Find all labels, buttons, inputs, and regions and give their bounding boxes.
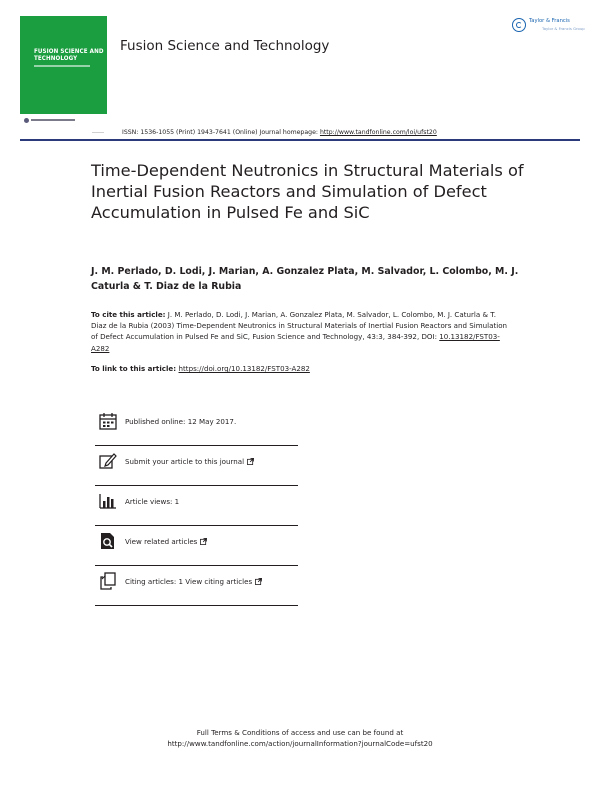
cover-band [20,114,107,134]
cover-divider [34,65,90,67]
doi-link[interactable]: 10.13182/FST03-A282 [91,332,500,353]
cover-title: FUSION SCIENCE AND TECHNOLOGY [34,48,104,63]
row-divider [95,445,298,446]
footer [0,727,600,749]
journal-homepage-link[interactable]: http://www.tandfonline.com/loi/ufst20 [319,129,437,136]
related-articles-link[interactable] [125,537,207,546]
submit-article-link[interactable] [125,457,254,466]
journal-cover-image [20,16,107,134]
related-articles-row[interactable] [95,528,298,566]
external-link-icon [200,538,207,545]
article-link-label: To link to this article: [91,364,179,373]
published-online-text: Published online: 12 May 2017. [125,417,237,426]
publisher-tagline: Taylor & Francis Group [542,26,585,31]
article-views-row [95,488,298,526]
header-divider [20,139,580,141]
published-online-row [95,408,298,446]
bar-chart-icon [99,492,117,510]
submit-article-label: Submit your article to this journal [125,457,245,466]
publisher-logo[interactable] [512,18,592,38]
citation-text: J. M. Perlado, D. Lodi, J. Marian, A. Gonzalez Plata, M. Salvador, L. Colombo, M. J. Caturla & T. Diaz de la Rubia (2003) Time-Dependent Neutronics in Structural Materials of Inertial Fusion Reactors and Simulation of Defect Accumulation in Pulsed Fe and SiC, Fusion Science and Technology, 43:3, 384-392, DOI: [91,310,508,342]
search-document-icon [99,532,117,550]
author-list: J. M. Perlado, D. Lodi, J. Marian, A. Gonzalez Plata, M. Salvador, L. Colombo, M. J. Caturla & T. Diaz de la Rubia [91,266,519,292]
row-divider [95,565,298,566]
external-link-icon [247,458,254,465]
article-views-text: Article views: 1 [125,497,180,506]
article-doi-url[interactable]: https://doi.org/10.13182/FST03-A282 [178,364,310,373]
cover-bottom-label [92,132,104,133]
article-title: Time-Dependent Neutronics in Structural Materials of Inertial Fusion Reactors and Simulation of Defect Accumulation in Pulsed Fe and SiC [91,161,524,222]
calendar-icon [99,412,117,430]
copy-icon [99,572,117,590]
journal-name[interactable]: Fusion Science and Technology [120,38,330,54]
citing-articles-label: Citing articles: 1 View citing articles [125,577,253,586]
publisher-name: Taylor & Francis [529,18,570,24]
related-articles-label: View related articles [125,537,198,546]
external-link-icon [255,578,262,585]
submit-article-row[interactable] [95,448,298,486]
citing-articles-link[interactable] [125,577,262,586]
row-divider [95,485,298,486]
row-divider [95,525,298,526]
cover-society-logo-icon [24,118,29,123]
citing-articles-row[interactable] [95,568,298,606]
article-link-row [91,364,310,373]
cover-society-name [31,119,75,121]
issn-text: ISSN: 1536-1055 (Print) 1943-7641 (Online) Journal homepage: [122,129,320,136]
citation-block [91,309,511,354]
row-divider [95,605,298,606]
edit-icon [99,452,117,470]
footer-terms-url[interactable]: http://www.tandfonline.com/action/journalInformation?journalCode=ufst20 [167,739,433,748]
footer-terms-text: Full Terms & Conditions of access and use can be found at [196,728,404,737]
publisher-logo-icon [512,18,526,32]
citation-label: To cite this article: [91,310,166,319]
issn-line [122,129,437,136]
